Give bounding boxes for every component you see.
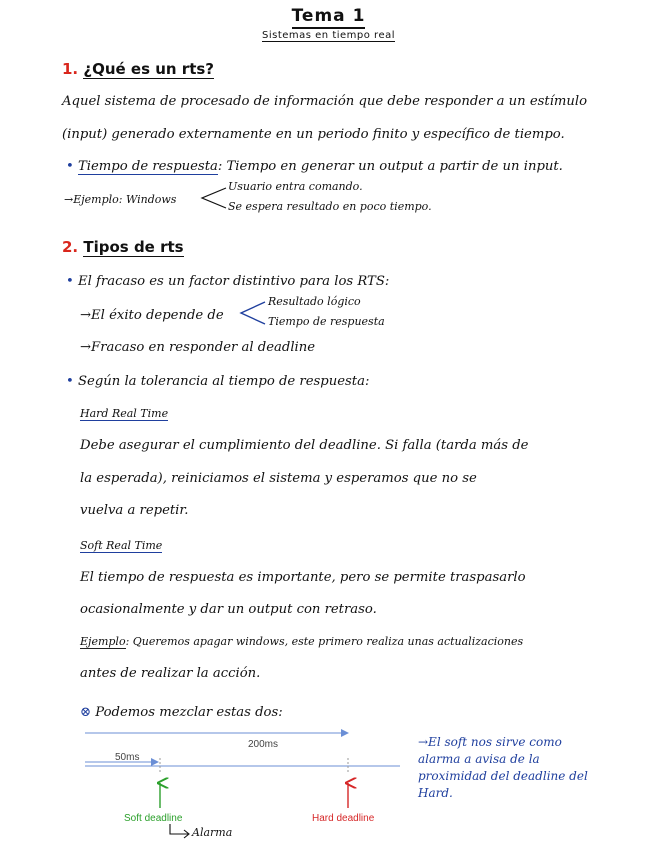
label-200ms: 200ms: [248, 739, 279, 750]
failure-bullet: • El fracaso es un factor distintivo para los RTS:: [66, 274, 390, 289]
bullet-dot-icon: •: [66, 274, 74, 289]
fracaso-line: →Fracaso en responder al deadline: [80, 340, 316, 355]
soft-real-time-heading: Soft Real Time: [80, 539, 163, 552]
page-title: Tema 1: [0, 6, 657, 26]
soft-line-1: El tiempo de respuesta es importante, pero se permite traspasarlo: [80, 570, 526, 585]
example-windows-label: →Ejemplo: Windows: [64, 193, 177, 206]
example-branch-2: Se espera resultado en poco tiempo.: [228, 200, 432, 213]
brace-arrows-icon: [198, 184, 228, 212]
ejemplo-line-1: Ejemplo: Queremos apagar windows, este primero realiza unas actualizaciones: [80, 635, 524, 648]
hard-line-2: la esperada), reiniciamos el sistema y esperamos que no se: [80, 471, 477, 486]
page-subtitle: Sistemas en tiempo real: [261, 30, 396, 41]
circled-x-icon: ⊗: [80, 705, 92, 720]
soft-alarm-note: →El soft nos sirve como alarma a avisa de la proximidad del deadline del Hard.: [418, 735, 588, 800]
soft-deadline-label: Soft deadline: [124, 813, 183, 824]
exito-label: →El éxito depende de: [80, 308, 224, 323]
alarm-hook-arrow: [170, 824, 188, 834]
section-1-heading: 1. ¿Qué es un rts?: [62, 60, 215, 78]
example-branch-1: Usuario entra comando.: [228, 180, 363, 193]
hard-deadline-label: Hard deadline: [312, 813, 375, 824]
bullet-dot-icon: •: [66, 159, 74, 174]
section-1-line-2: (input) generado externamente en un periodo finito y específico de tiempo.: [62, 127, 565, 142]
alarm-label: Alarma: [192, 826, 233, 839]
hard-line-1: Debe asegurar el cumplimiento del deadline. Si falla (tarda más de: [80, 438, 529, 453]
bullet-dot-icon: •: [66, 374, 74, 389]
hard-real-time-heading: Hard Real Time: [80, 407, 169, 420]
exito-branch-1: Resultado lógico: [268, 295, 361, 308]
exito-branch-2: Tiempo de respuesta: [268, 315, 385, 328]
mix-line: ⊗ Podemos mezclar estas dos:: [80, 705, 283, 720]
hard-line-3: vuelva a repetir.: [80, 503, 189, 518]
section-2-heading: 2. Tipos de rts: [62, 238, 184, 256]
ejemplo-line-2: antes de realizar la acción.: [80, 666, 261, 681]
soft-line-2: ocasionalmente y dar un output con retraso.: [80, 602, 377, 617]
label-50ms: 50ms: [115, 752, 140, 763]
tolerance-bullet: • Según la tolerancia al tiempo de respuesta:: [66, 374, 370, 389]
brace-arrows-icon: [237, 298, 267, 328]
response-time-bullet: • Tiempo de respuesta: Tiempo en generar un output a partir de un input.: [66, 159, 563, 174]
section-1-line-1: Aquel sistema de procesado de información que debe responder a un estímulo: [62, 94, 588, 109]
